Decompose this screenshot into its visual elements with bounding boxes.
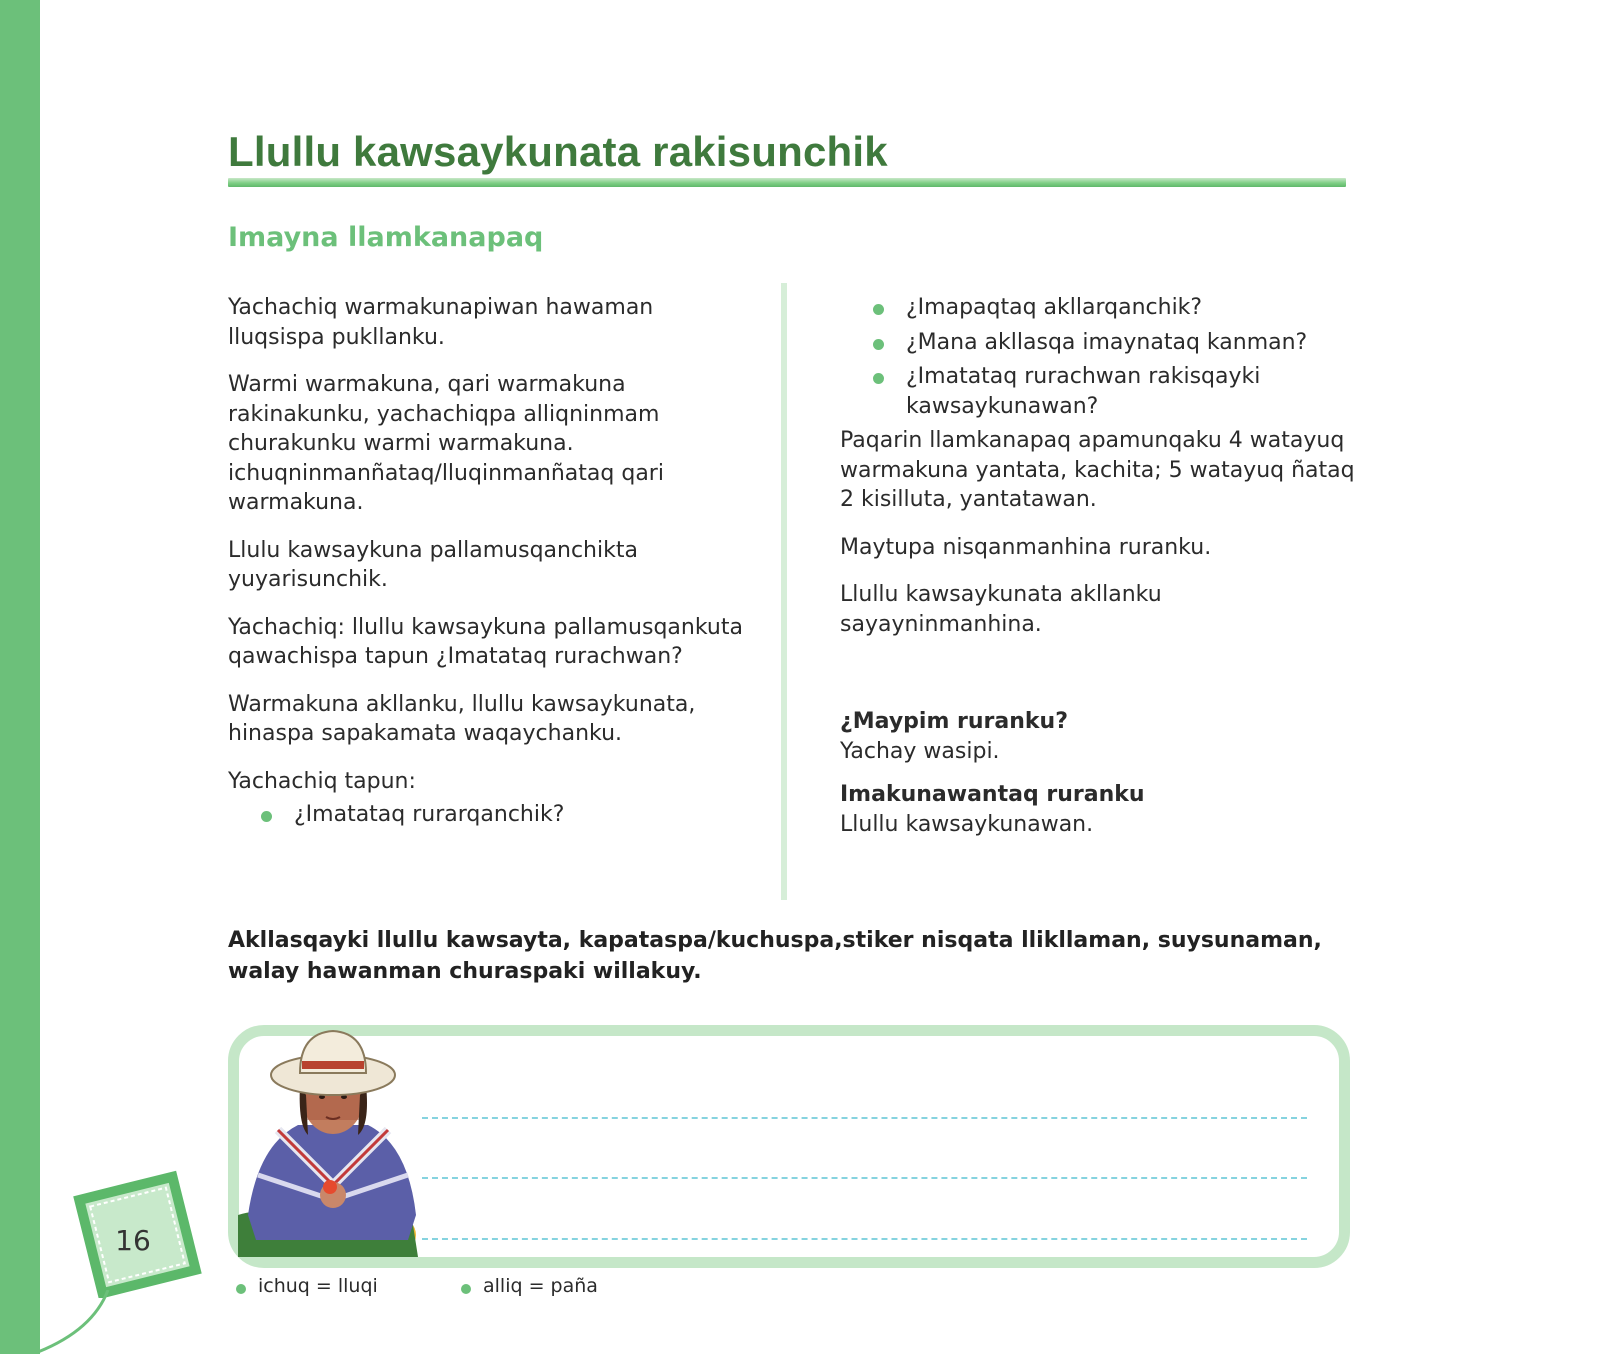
where-heading: ¿Maypim ruranku? (840, 709, 1068, 734)
left-column (228, 293, 748, 835)
glossary-item: alliq = paña (455, 1275, 598, 1297)
materials-text: Llullu kawsaykunawan. (840, 811, 1094, 837)
where-text: Yachay wasipi. (840, 738, 1000, 764)
writing-line[interactable] (422, 1238, 1307, 1240)
paragraph: Paqarin llamkanapaq apamunqaku 4 watayuq warmakuna yantata, kachita; 5 watayuq ñataq 2 kisilluta, yantatawan. (840, 428, 1355, 512)
question-list (228, 800, 748, 830)
activity-instruction: Akllasqayki llullu kawsayta, kapataspa/kuchuspa,stiker nisqata llikllaman, suysunaman, walay hawanman churaspaki willakuy. (228, 928, 1322, 984)
page-title: Llullu kawsaykunata rakisunchik (228, 128, 888, 175)
paragraph: Llulu kawsaykuna pallamusqanchikta yuyarisunchik. (228, 537, 638, 592)
section-subtitle: Imayna llamkanapaq (228, 222, 544, 253)
list-item: ¿Imatataq rurachwan rakisqayki kawsaykunawan? (840, 362, 1360, 421)
list-item: ¿Imapaqtaq akllarqanchik? (840, 293, 1360, 323)
paragraph: Warmakuna akllanku, llullu kawsaykunata, hinaspa sapakamata waqaychanku. (228, 691, 696, 746)
right-column (840, 293, 1360, 857)
writing-line[interactable] (422, 1117, 1307, 1119)
paragraph: Warmi warmakuna, qari warmakuna rakinakunku, yachachiqpa alliqninmam churakunku warmi warmakuna. ichuqninmanñataq/lluqinmanñataq qari warmakuna. (228, 372, 664, 515)
paragraph: Llullu kawsaykunata akllanku sayayninmanhina. (840, 582, 1162, 637)
paragraph: Yachachiq warmakunapiwan hawaman lluqsispa pukllanku. (228, 295, 654, 350)
title-underline (228, 178, 1346, 187)
list-item: ¿Mana akllasqa imaynataq kanman? (840, 328, 1360, 358)
left-margin-bar (0, 0, 40, 1354)
paragraph: Yachachiq tapun: (228, 768, 416, 794)
question-list (840, 293, 1360, 421)
page-number: 16 (115, 1224, 151, 1257)
list-item: ¿Imatataq rurarqanchik? (228, 800, 748, 830)
paragraph: Maytupa nisqanmanhina ruranku. (840, 534, 1212, 560)
girl-illustration (238, 1025, 428, 1257)
column-divider (781, 283, 787, 900)
materials-heading: Imakunawantaq ruranku (840, 782, 1145, 807)
kite-string (38, 1290, 118, 1354)
writing-line[interactable] (422, 1177, 1307, 1179)
paragraph: Yachachiq: llullu kawsaykuna pallamusqankuta qawachispa tapun ¿Imatataq rurachwan? (228, 614, 743, 669)
glossary-item: ichuq = lluqi (230, 1275, 378, 1297)
